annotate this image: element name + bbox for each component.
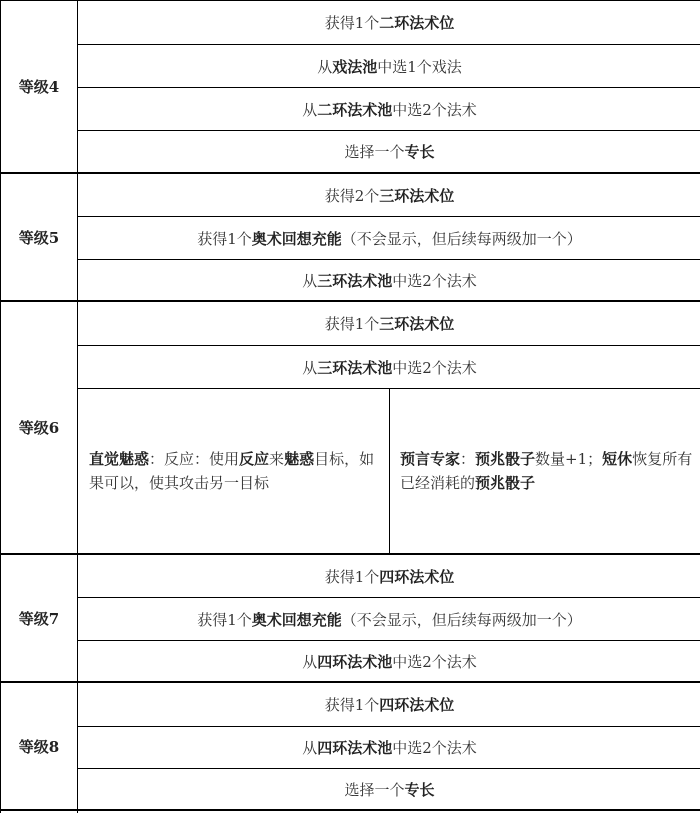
plain-text: （不会显示，但后续每两级加一个）: [341, 610, 582, 629]
feature-row: [79, 683, 700, 726]
plain-text: 获得1个: [324, 14, 380, 32]
plain-text: 从: [317, 57, 333, 76]
feature-text: [197, 228, 582, 249]
level-label: 等级4: [18, 77, 60, 96]
plain-text: ：: [460, 450, 476, 468]
level-label: 等级8: [18, 737, 60, 756]
table-bottom-border: [0, 809, 700, 811]
feature-row: [79, 260, 700, 300]
feature-text: [325, 694, 455, 715]
keyword-text: 直觉魅惑: [89, 450, 150, 468]
keyword-text: 预言专家: [400, 450, 461, 468]
plain-text: 从: [302, 271, 318, 290]
keyword-text: 三环法术池: [317, 358, 393, 377]
keyword-text: 短休: [602, 450, 633, 468]
plain-text: 恢复所有已经消耗的: [400, 450, 693, 492]
plain-text: 目标，如果可以，使其攻击另一目标: [89, 450, 375, 492]
feature-row: [79, 217, 700, 259]
plain-text: （不会显示，但后续每两级加一个）: [341, 229, 582, 248]
feature-row: [79, 727, 700, 768]
plain-text: 中选1个戏法: [377, 57, 462, 76]
keyword-text: 三环法术池: [317, 271, 393, 290]
feature-row: [79, 302, 700, 345]
plain-text: 中选2个法术: [392, 652, 477, 671]
feature-text: [317, 56, 462, 77]
keyword-text: 预兆骰子: [475, 474, 536, 492]
feature-text: [302, 737, 477, 758]
level-label: 等级7: [18, 609, 60, 628]
feature-text: [325, 566, 455, 587]
keyword-text: 奥术回想充能: [251, 229, 342, 248]
plain-text: 从: [302, 358, 318, 377]
feature-row: [79, 641, 700, 681]
feature-row: [79, 1, 700, 44]
keyword-text: 四环法术池: [317, 652, 393, 671]
plain-text: 获得1个: [324, 696, 380, 714]
plain-text: 数量+1；: [535, 450, 603, 468]
feature-text: [302, 651, 477, 672]
level-label: 等级5: [18, 228, 60, 247]
plain-text: 中选2个法术: [392, 271, 477, 290]
keyword-text: 二环法术位: [379, 14, 455, 32]
feature-text: [302, 270, 477, 291]
feature-row: [79, 598, 700, 640]
plain-text: 来: [269, 450, 285, 468]
feature-row: [79, 769, 700, 809]
feature-row: [79, 131, 700, 172]
keyword-text: 四环法术位: [379, 567, 455, 586]
feature-text: [344, 141, 434, 162]
feature-text: [325, 185, 455, 206]
plain-text: 选择一个: [344, 143, 405, 161]
keyword-text: 魅惑: [284, 450, 315, 468]
keyword-text: 专长: [404, 780, 435, 799]
plain-text: 从: [302, 652, 318, 671]
plain-text: 获得2个: [324, 186, 380, 205]
feature-row: [79, 88, 700, 130]
subclass-choice-right: [390, 389, 700, 553]
keyword-text: 三环法术位: [379, 186, 455, 205]
keyword-text: 专长: [404, 143, 435, 161]
feature-text: [302, 99, 477, 120]
feature-row: [79, 346, 700, 388]
feature-row: [79, 555, 700, 597]
feature-text: [325, 12, 455, 33]
label-column-divider: [77, 0, 78, 813]
feature-text: [400, 447, 696, 495]
feature-row: [79, 45, 700, 87]
plain-text: 从: [302, 739, 318, 757]
feature-text: [197, 609, 582, 630]
subclass-choice-left: [79, 389, 389, 553]
feature-text: [302, 357, 477, 378]
plain-text: 中选2个法术: [392, 358, 477, 377]
plain-text: 中选2个法术: [392, 739, 477, 757]
keyword-text: 四环法术池: [317, 739, 393, 757]
level-label: 等级6: [18, 419, 60, 437]
plain-text: 获得1个: [324, 315, 380, 333]
keyword-text: 奥术回想充能: [251, 610, 342, 629]
keyword-text: 戏法池: [332, 57, 378, 76]
plain-text: 从: [302, 100, 318, 119]
plain-text: ：反应：使用: [149, 450, 240, 468]
keyword-text: 三环法术位: [379, 315, 455, 333]
feature-text: [325, 313, 455, 334]
plain-text: 选择一个: [344, 780, 405, 799]
plain-text: 获得1个: [324, 567, 380, 586]
feature-text: [344, 779, 434, 800]
feature-row: [79, 174, 700, 216]
plain-text: 中选2个法术: [392, 100, 477, 119]
keyword-text: 反应: [239, 450, 270, 468]
keyword-text: 预兆骰子: [475, 450, 536, 468]
plain-text: 获得1个: [197, 610, 252, 629]
feature-text: [89, 447, 383, 495]
keyword-text: 二环法术池: [317, 100, 393, 119]
plain-text: 获得1个: [197, 229, 252, 248]
keyword-text: 四环法术位: [379, 696, 455, 714]
